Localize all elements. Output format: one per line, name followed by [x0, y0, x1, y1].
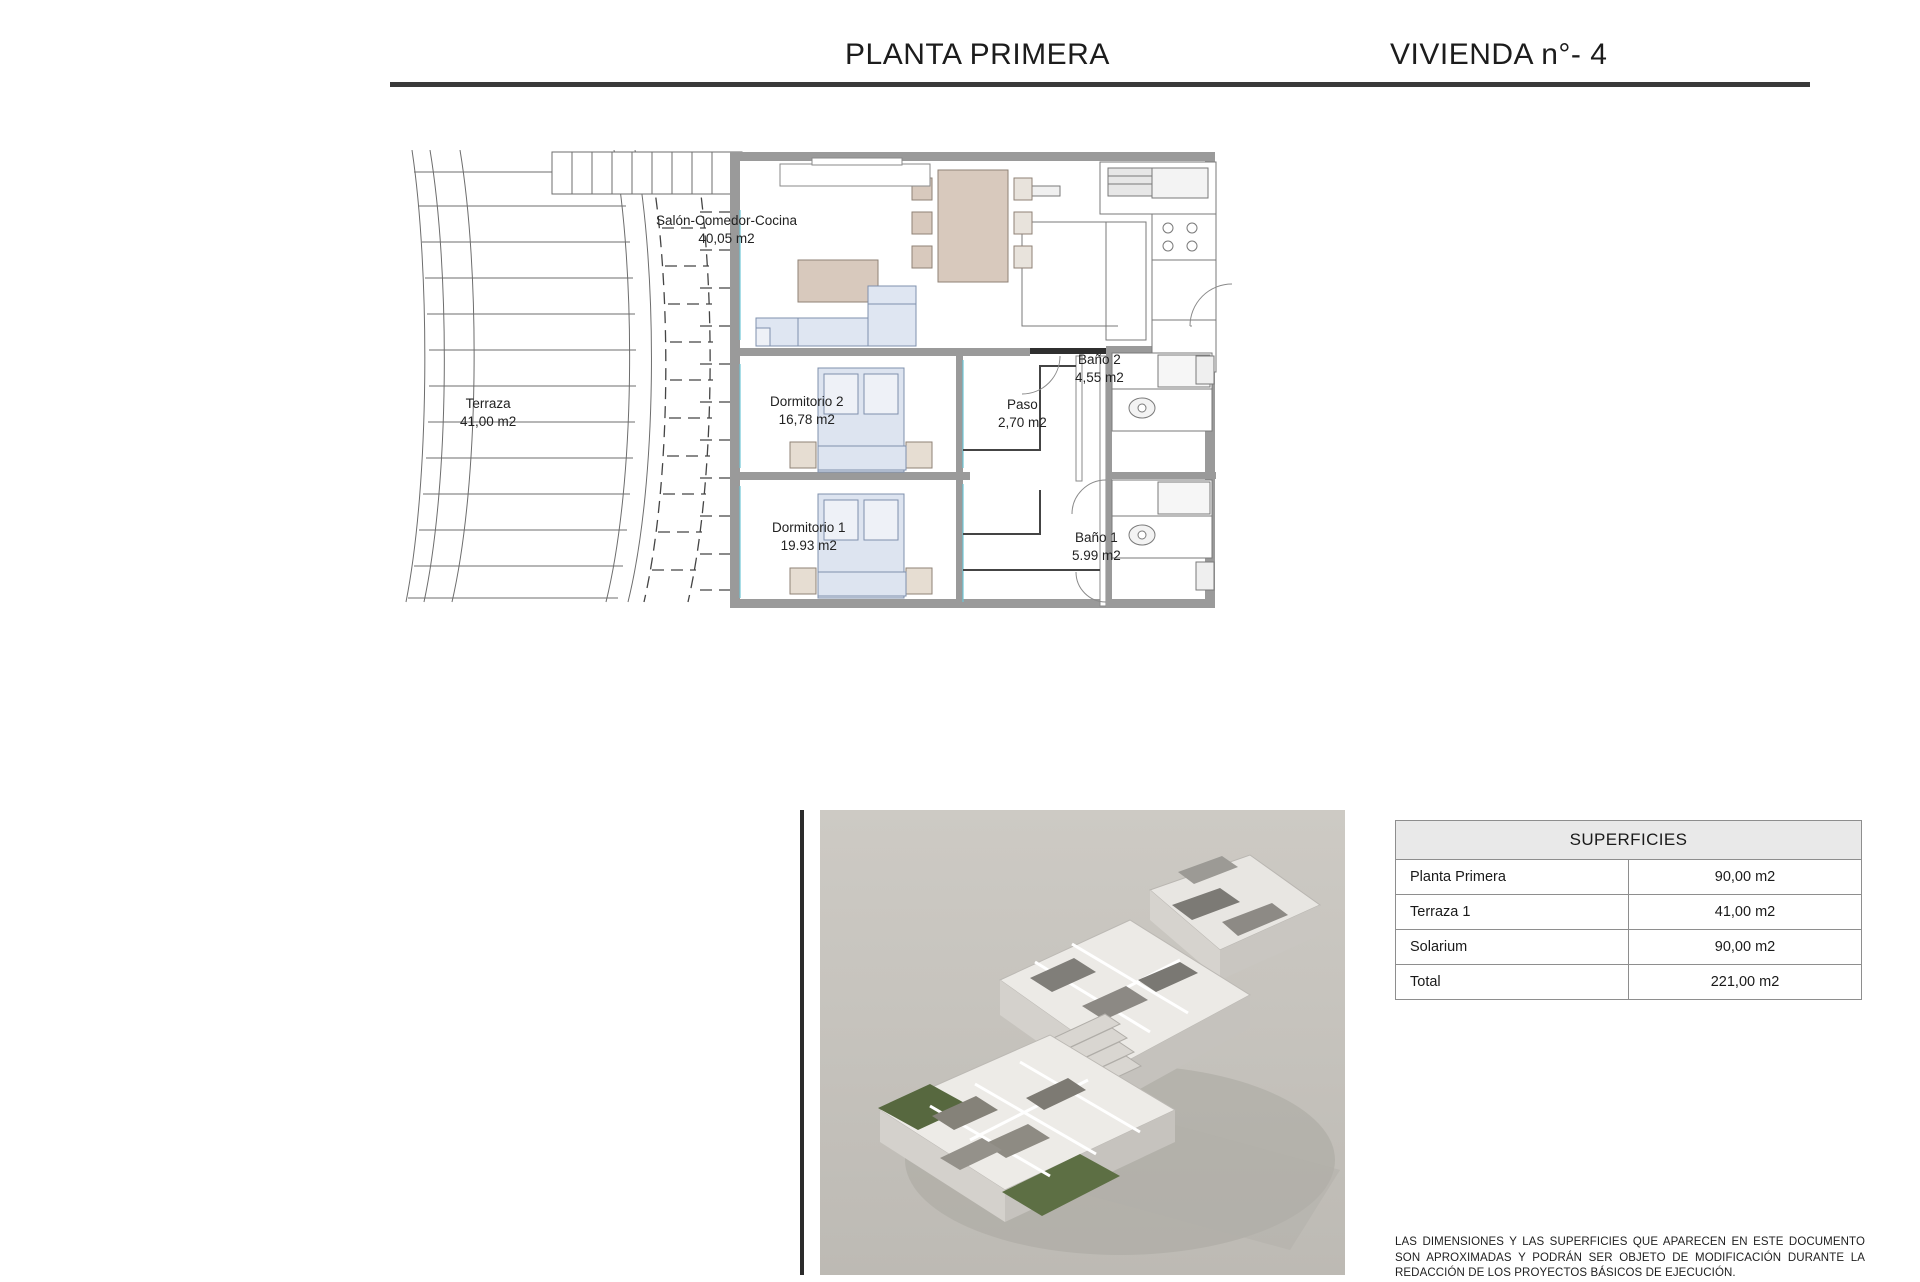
surface-label: Solarium [1396, 930, 1629, 964]
room-name: Dormitorio 2 [770, 394, 844, 409]
surface-value: 41,00 m2 [1714, 904, 1776, 920]
room-name: Baño 1 [1074, 530, 1118, 545]
room-label-terraza [460, 395, 516, 431]
page-title-unit: VIVIENDA n°- 4 [1390, 38, 1608, 71]
building-3d-render [820, 810, 1345, 1275]
table-row [1396, 860, 1861, 895]
room-area: 40,05 m2 [698, 231, 755, 247]
surface-label: Planta Primera [1396, 860, 1629, 894]
room-area: 4,55 m2 [1075, 370, 1124, 386]
room-label-bano-2 [1075, 351, 1124, 387]
page-title-floor: PLANTA PRIMERA [845, 38, 1110, 71]
room-label-salon [656, 212, 797, 248]
table-row [1396, 930, 1861, 965]
render-3d-svg [820, 810, 1345, 1275]
surfaces-table [1395, 820, 1862, 1000]
surface-label: Terraza 1 [1396, 895, 1629, 929]
room-name: Baño 2 [1077, 352, 1121, 367]
room-label-bano-1 [1072, 529, 1121, 565]
disclaimer-note: LAS DIMENSIONES Y LAS SUPERFICIES QUE APARECEN EN ESTE DOCUMENTO SON APROXIMADAS Y PODRÁN SER OBJETO DE MODIFICACIÓN DURANTE LA REDACCIÓN DE LOS PROYECTOS BÁSICOS DE EJECUCIÓN. [1395, 1236, 1865, 1280]
room-area: 41,00 m2 [460, 414, 517, 430]
room-area: 16,78 m2 [778, 412, 835, 428]
table-row [1396, 965, 1861, 999]
header-divider [390, 82, 1810, 87]
surface-value: 221,00 m2 [1710, 974, 1780, 990]
surface-value: 90,00 m2 [1714, 869, 1776, 885]
floor-plan-drawing [400, 150, 1440, 750]
surfaces-table-title: SUPERFICIES [1396, 821, 1861, 860]
render-side-rule [800, 810, 804, 1275]
room-name: Paso [1007, 397, 1038, 412]
room-label-dormitorio-2 [770, 393, 844, 429]
sheet-header [390, 38, 1810, 98]
floor-plan-svg [400, 150, 1440, 750]
terrace-stairs-hatch [406, 150, 651, 602]
surface-label: Total [1396, 965, 1629, 999]
table-row [1396, 895, 1861, 930]
room-label-dormitorio-1 [772, 519, 846, 555]
render-figure [800, 810, 1345, 1275]
room-name: Dormitorio 1 [772, 520, 846, 535]
room-name: Salón-Comedor-Cocina [656, 213, 798, 228]
stair-block-top [552, 152, 742, 194]
surface-value: 90,00 m2 [1714, 939, 1776, 955]
room-area: 5.99 m2 [1072, 548, 1121, 564]
room-area: 2,70 m2 [998, 415, 1047, 431]
room-label-paso [998, 396, 1047, 432]
room-area: 19.93 m2 [780, 538, 837, 554]
room-name: Terraza [465, 396, 511, 411]
